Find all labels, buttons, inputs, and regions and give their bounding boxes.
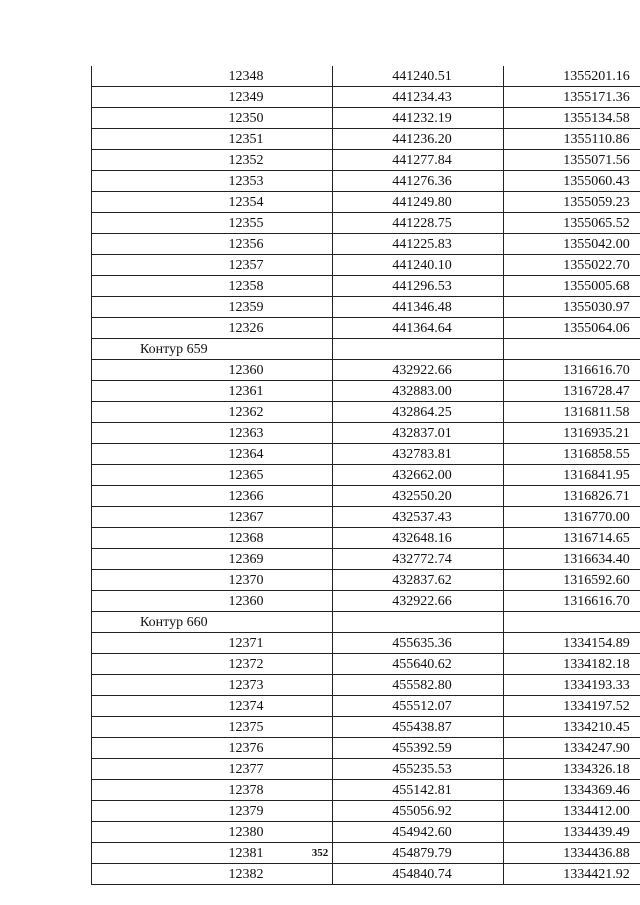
x-coordinate-cell: 455640.62 bbox=[333, 654, 504, 675]
point-id-cell: 12326 bbox=[92, 318, 333, 339]
table-row bbox=[92, 381, 640, 402]
y-coordinate-cell: 1316841.95 bbox=[504, 465, 640, 486]
y-coordinate-cell: 1355171.36 bbox=[504, 87, 640, 108]
point-id-cell: 12376 bbox=[92, 738, 333, 759]
table-row bbox=[92, 192, 640, 213]
x-coordinate-cell: 432864.25 bbox=[333, 402, 504, 423]
coordinates-table bbox=[91, 66, 640, 885]
page-number: 352 bbox=[311, 847, 329, 859]
table-row bbox=[92, 717, 640, 738]
x-coordinate-cell: 432537.43 bbox=[333, 507, 504, 528]
point-id-cell: 12362 bbox=[92, 402, 333, 423]
y-coordinate-cell: 1334421.92 bbox=[504, 864, 640, 885]
point-id-cell: 12349 bbox=[92, 87, 333, 108]
x-coordinate-cell: 441232.19 bbox=[333, 108, 504, 129]
y-coordinate-cell: 1334210.45 bbox=[504, 717, 640, 738]
y-coordinate-cell: 1334193.33 bbox=[504, 675, 640, 696]
table-row bbox=[92, 255, 640, 276]
point-id-cell: 12360 bbox=[92, 360, 333, 381]
table-row bbox=[92, 696, 640, 717]
y-coordinate-cell: 1355201.16 bbox=[504, 66, 640, 87]
point-id-cell: 12350 bbox=[92, 108, 333, 129]
coordinates-table-body bbox=[92, 66, 640, 885]
x-coordinate-cell: 455582.80 bbox=[333, 675, 504, 696]
point-id-cell: 12380 bbox=[92, 822, 333, 843]
y-coordinate-cell: 1334412.00 bbox=[504, 801, 640, 822]
section-header-row bbox=[92, 612, 640, 633]
x-coordinate-cell: 441234.43 bbox=[333, 87, 504, 108]
x-coordinate-cell: 432783.81 bbox=[333, 444, 504, 465]
y-coordinate-cell: 1334197.52 bbox=[504, 696, 640, 717]
y-coordinate-cell: 1334436.88 bbox=[504, 843, 640, 864]
x-coordinate-cell: 454840.74 bbox=[333, 864, 504, 885]
x-coordinate-cell: 455512.07 bbox=[333, 696, 504, 717]
table-row bbox=[92, 864, 640, 885]
x-coordinate-cell: 432837.01 bbox=[333, 423, 504, 444]
y-coordinate-cell: 1334439.49 bbox=[504, 822, 640, 843]
table-row bbox=[92, 822, 640, 843]
empty-cell bbox=[504, 612, 640, 633]
y-coordinate-cell: 1316935.21 bbox=[504, 423, 640, 444]
table-row bbox=[92, 486, 640, 507]
table-row bbox=[92, 276, 640, 297]
y-coordinate-cell: 1355071.56 bbox=[504, 150, 640, 171]
empty-cell bbox=[333, 612, 504, 633]
y-coordinate-cell: 1316634.40 bbox=[504, 549, 640, 570]
y-coordinate-cell: 1355064.06 bbox=[504, 318, 640, 339]
point-id-cell: 12359 bbox=[92, 297, 333, 318]
point-id-cell: 12375 bbox=[92, 717, 333, 738]
y-coordinate-cell: 1355022.70 bbox=[504, 255, 640, 276]
table-row bbox=[92, 801, 640, 822]
y-coordinate-cell: 1355005.68 bbox=[504, 276, 640, 297]
point-id-cell: 12357 bbox=[92, 255, 333, 276]
x-coordinate-cell: 455235.53 bbox=[333, 759, 504, 780]
x-coordinate-cell: 454879.79 bbox=[333, 843, 504, 864]
point-id-cell: 12358 bbox=[92, 276, 333, 297]
y-coordinate-cell: 1334369.46 bbox=[504, 780, 640, 801]
y-coordinate-cell: 1355065.52 bbox=[504, 213, 640, 234]
table-row bbox=[92, 66, 640, 87]
empty-cell bbox=[333, 339, 504, 360]
point-id-cell: 12351 bbox=[92, 129, 333, 150]
point-id-cell: 12356 bbox=[92, 234, 333, 255]
point-id-cell: 12354 bbox=[92, 192, 333, 213]
x-coordinate-cell: 441240.51 bbox=[333, 66, 504, 87]
table-row bbox=[92, 423, 640, 444]
table-row bbox=[92, 591, 640, 612]
x-coordinate-cell: 455056.92 bbox=[333, 801, 504, 822]
x-coordinate-cell: 454942.60 bbox=[333, 822, 504, 843]
point-id-cell: 12348 bbox=[92, 66, 333, 87]
x-coordinate-cell: 441236.20 bbox=[333, 129, 504, 150]
x-coordinate-cell: 432648.16 bbox=[333, 528, 504, 549]
point-id-cell: 12377 bbox=[92, 759, 333, 780]
y-coordinate-cell: 1355134.58 bbox=[504, 108, 640, 129]
x-coordinate-cell: 432922.66 bbox=[333, 591, 504, 612]
table-row bbox=[92, 402, 640, 423]
point-id-cell: 12364 bbox=[92, 444, 333, 465]
y-coordinate-cell: 1355042.00 bbox=[504, 234, 640, 255]
table-row bbox=[92, 213, 640, 234]
point-id-cell: 12378 bbox=[92, 780, 333, 801]
x-coordinate-cell: 455142.81 bbox=[333, 780, 504, 801]
point-id-cell: 12379 bbox=[92, 801, 333, 822]
y-coordinate-cell: 1334326.18 bbox=[504, 759, 640, 780]
point-id-cell: 12367 bbox=[92, 507, 333, 528]
table-row bbox=[92, 234, 640, 255]
table-row bbox=[92, 171, 640, 192]
point-id-cell: 12373 bbox=[92, 675, 333, 696]
y-coordinate-cell: 1355059.23 bbox=[504, 192, 640, 213]
empty-cell bbox=[504, 339, 640, 360]
point-id-cell: 12371 bbox=[92, 633, 333, 654]
section-label: Контур 660 bbox=[92, 612, 333, 633]
point-id-cell: 12382 bbox=[92, 864, 333, 885]
x-coordinate-cell: 441276.36 bbox=[333, 171, 504, 192]
table-row bbox=[92, 675, 640, 696]
point-id-cell: 12368 bbox=[92, 528, 333, 549]
table-row bbox=[92, 360, 640, 381]
x-coordinate-cell: 441346.48 bbox=[333, 297, 504, 318]
x-coordinate-cell: 432837.62 bbox=[333, 570, 504, 591]
y-coordinate-cell: 1334247.90 bbox=[504, 738, 640, 759]
y-coordinate-cell: 1355110.86 bbox=[504, 129, 640, 150]
y-coordinate-cell: 1355030.97 bbox=[504, 297, 640, 318]
y-coordinate-cell: 1316811.58 bbox=[504, 402, 640, 423]
point-id-cell: 12381 bbox=[92, 843, 333, 864]
y-coordinate-cell: 1316858.55 bbox=[504, 444, 640, 465]
table-row bbox=[92, 87, 640, 108]
table-row bbox=[92, 528, 640, 549]
y-coordinate-cell: 1316826.71 bbox=[504, 486, 640, 507]
point-id-cell: 12374 bbox=[92, 696, 333, 717]
y-coordinate-cell: 1355060.43 bbox=[504, 171, 640, 192]
table-row bbox=[92, 507, 640, 528]
x-coordinate-cell: 432922.66 bbox=[333, 360, 504, 381]
x-coordinate-cell: 432550.20 bbox=[333, 486, 504, 507]
point-id-cell: 12365 bbox=[92, 465, 333, 486]
x-coordinate-cell: 432883.00 bbox=[333, 381, 504, 402]
point-id-cell: 12353 bbox=[92, 171, 333, 192]
y-coordinate-cell: 1316714.65 bbox=[504, 528, 640, 549]
y-coordinate-cell: 1334182.18 bbox=[504, 654, 640, 675]
table-row bbox=[92, 738, 640, 759]
y-coordinate-cell: 1316770.00 bbox=[504, 507, 640, 528]
table-row bbox=[92, 150, 640, 171]
point-id-cell: 12352 bbox=[92, 150, 333, 171]
x-coordinate-cell: 441240.10 bbox=[333, 255, 504, 276]
section-label: Контур 659 bbox=[92, 339, 333, 360]
table-row bbox=[92, 108, 640, 129]
x-coordinate-cell: 441249.80 bbox=[333, 192, 504, 213]
y-coordinate-cell: 1316592.60 bbox=[504, 570, 640, 591]
x-coordinate-cell: 432772.74 bbox=[333, 549, 504, 570]
point-id-cell: 12372 bbox=[92, 654, 333, 675]
x-coordinate-cell: 441296.53 bbox=[333, 276, 504, 297]
point-id-cell: 12355 bbox=[92, 213, 333, 234]
point-id-cell: 12369 bbox=[92, 549, 333, 570]
table-row bbox=[92, 570, 640, 591]
x-coordinate-cell: 455438.87 bbox=[333, 717, 504, 738]
table-row bbox=[92, 297, 640, 318]
table-row bbox=[92, 633, 640, 654]
x-coordinate-cell: 441225.83 bbox=[333, 234, 504, 255]
table-row bbox=[92, 780, 640, 801]
x-coordinate-cell: 441228.75 bbox=[333, 213, 504, 234]
point-id-cell: 12363 bbox=[92, 423, 333, 444]
y-coordinate-cell: 1334154.89 bbox=[504, 633, 640, 654]
section-header-row bbox=[92, 339, 640, 360]
table-row bbox=[92, 129, 640, 150]
point-id-cell: 12370 bbox=[92, 570, 333, 591]
point-id-cell: 12360 bbox=[92, 591, 333, 612]
x-coordinate-cell: 455635.36 bbox=[333, 633, 504, 654]
table-row bbox=[92, 654, 640, 675]
y-coordinate-cell: 1316728.47 bbox=[504, 381, 640, 402]
table-row bbox=[92, 444, 640, 465]
x-coordinate-cell: 432662.00 bbox=[333, 465, 504, 486]
x-coordinate-cell: 441364.64 bbox=[333, 318, 504, 339]
table-row bbox=[92, 759, 640, 780]
y-coordinate-cell: 1316616.70 bbox=[504, 360, 640, 381]
table-row bbox=[92, 318, 640, 339]
table-row bbox=[92, 465, 640, 486]
y-coordinate-cell: 1316616.70 bbox=[504, 591, 640, 612]
x-coordinate-cell: 455392.59 bbox=[333, 738, 504, 759]
point-id-cell: 12366 bbox=[92, 486, 333, 507]
point-id-cell: 12361 bbox=[92, 381, 333, 402]
x-coordinate-cell: 441277.84 bbox=[333, 150, 504, 171]
table-row bbox=[92, 549, 640, 570]
